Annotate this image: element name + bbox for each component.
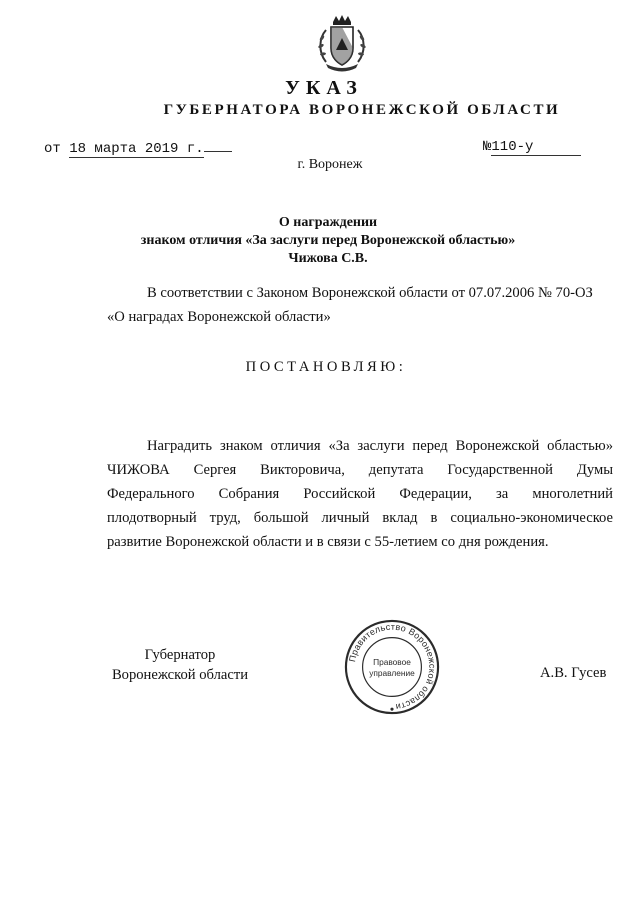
subject-line: знаком отличия «За заслуги перед Воронежской областью»	[140, 233, 516, 248]
subject-line: Чижова С.В.	[288, 251, 368, 266]
date-prefix: от	[44, 141, 61, 157]
document-date	[44, 139, 232, 158]
number-prefix: №	[483, 139, 492, 155]
number-value: 110-у	[491, 139, 534, 155]
date-underline	[204, 139, 232, 152]
document-title: УКАЗ	[285, 77, 363, 99]
stamp-center-line1: Правовое	[373, 657, 411, 668]
official-stamp	[343, 618, 441, 716]
body-line: развитие Воронежской области и в связи с 55-летием со дня рождения.	[107, 534, 549, 550]
document-subject	[8, 214, 640, 268]
document-city: г. Воронеж	[297, 157, 363, 172]
decree-body	[107, 434, 613, 554]
subject-line: О награждении	[278, 215, 378, 230]
signatory-position	[107, 645, 253, 685]
date-value: 18 марта 2019 г.	[69, 141, 204, 157]
signatory-name: А.В. Гусев	[540, 665, 607, 681]
legal-basis	[107, 281, 610, 329]
body-line: плодотворный труд, большой личный вклад в социально-экономическое	[107, 510, 613, 526]
document-number	[483, 139, 581, 156]
stamp-star-dot	[390, 708, 393, 711]
body-line: Наградить знаком отличия «За заслуги перед Воронежской областью»	[147, 438, 613, 454]
basis-line: В соответствии с Законом Воронежской области от 07.07.2006 № 70-ОЗ	[147, 285, 593, 301]
basis-line: «О наградах Воронежской области»	[107, 309, 331, 325]
decree-heading: ПОСТАНОВЛЯЮ:	[245, 359, 407, 375]
body-line: Федерального Собрания Российской Федерации, за многолетний	[107, 486, 613, 502]
position-line: Губернатор	[144, 647, 216, 663]
document-subtitle: ГУБЕРНАТОРА ВОРОНЕЖСКОЙ ОБЛАСТИ	[163, 102, 561, 118]
coat-of-arms-icon	[316, 14, 368, 74]
stamp-center-line2: управление	[369, 667, 415, 678]
position-line: Воронежской области	[111, 667, 249, 683]
stamp-ring-textpath: Правительство Воронежской области	[347, 621, 438, 713]
body-line: ЧИЖОВА Сергея Викторовича, депутата Государственной Думы	[107, 462, 613, 478]
